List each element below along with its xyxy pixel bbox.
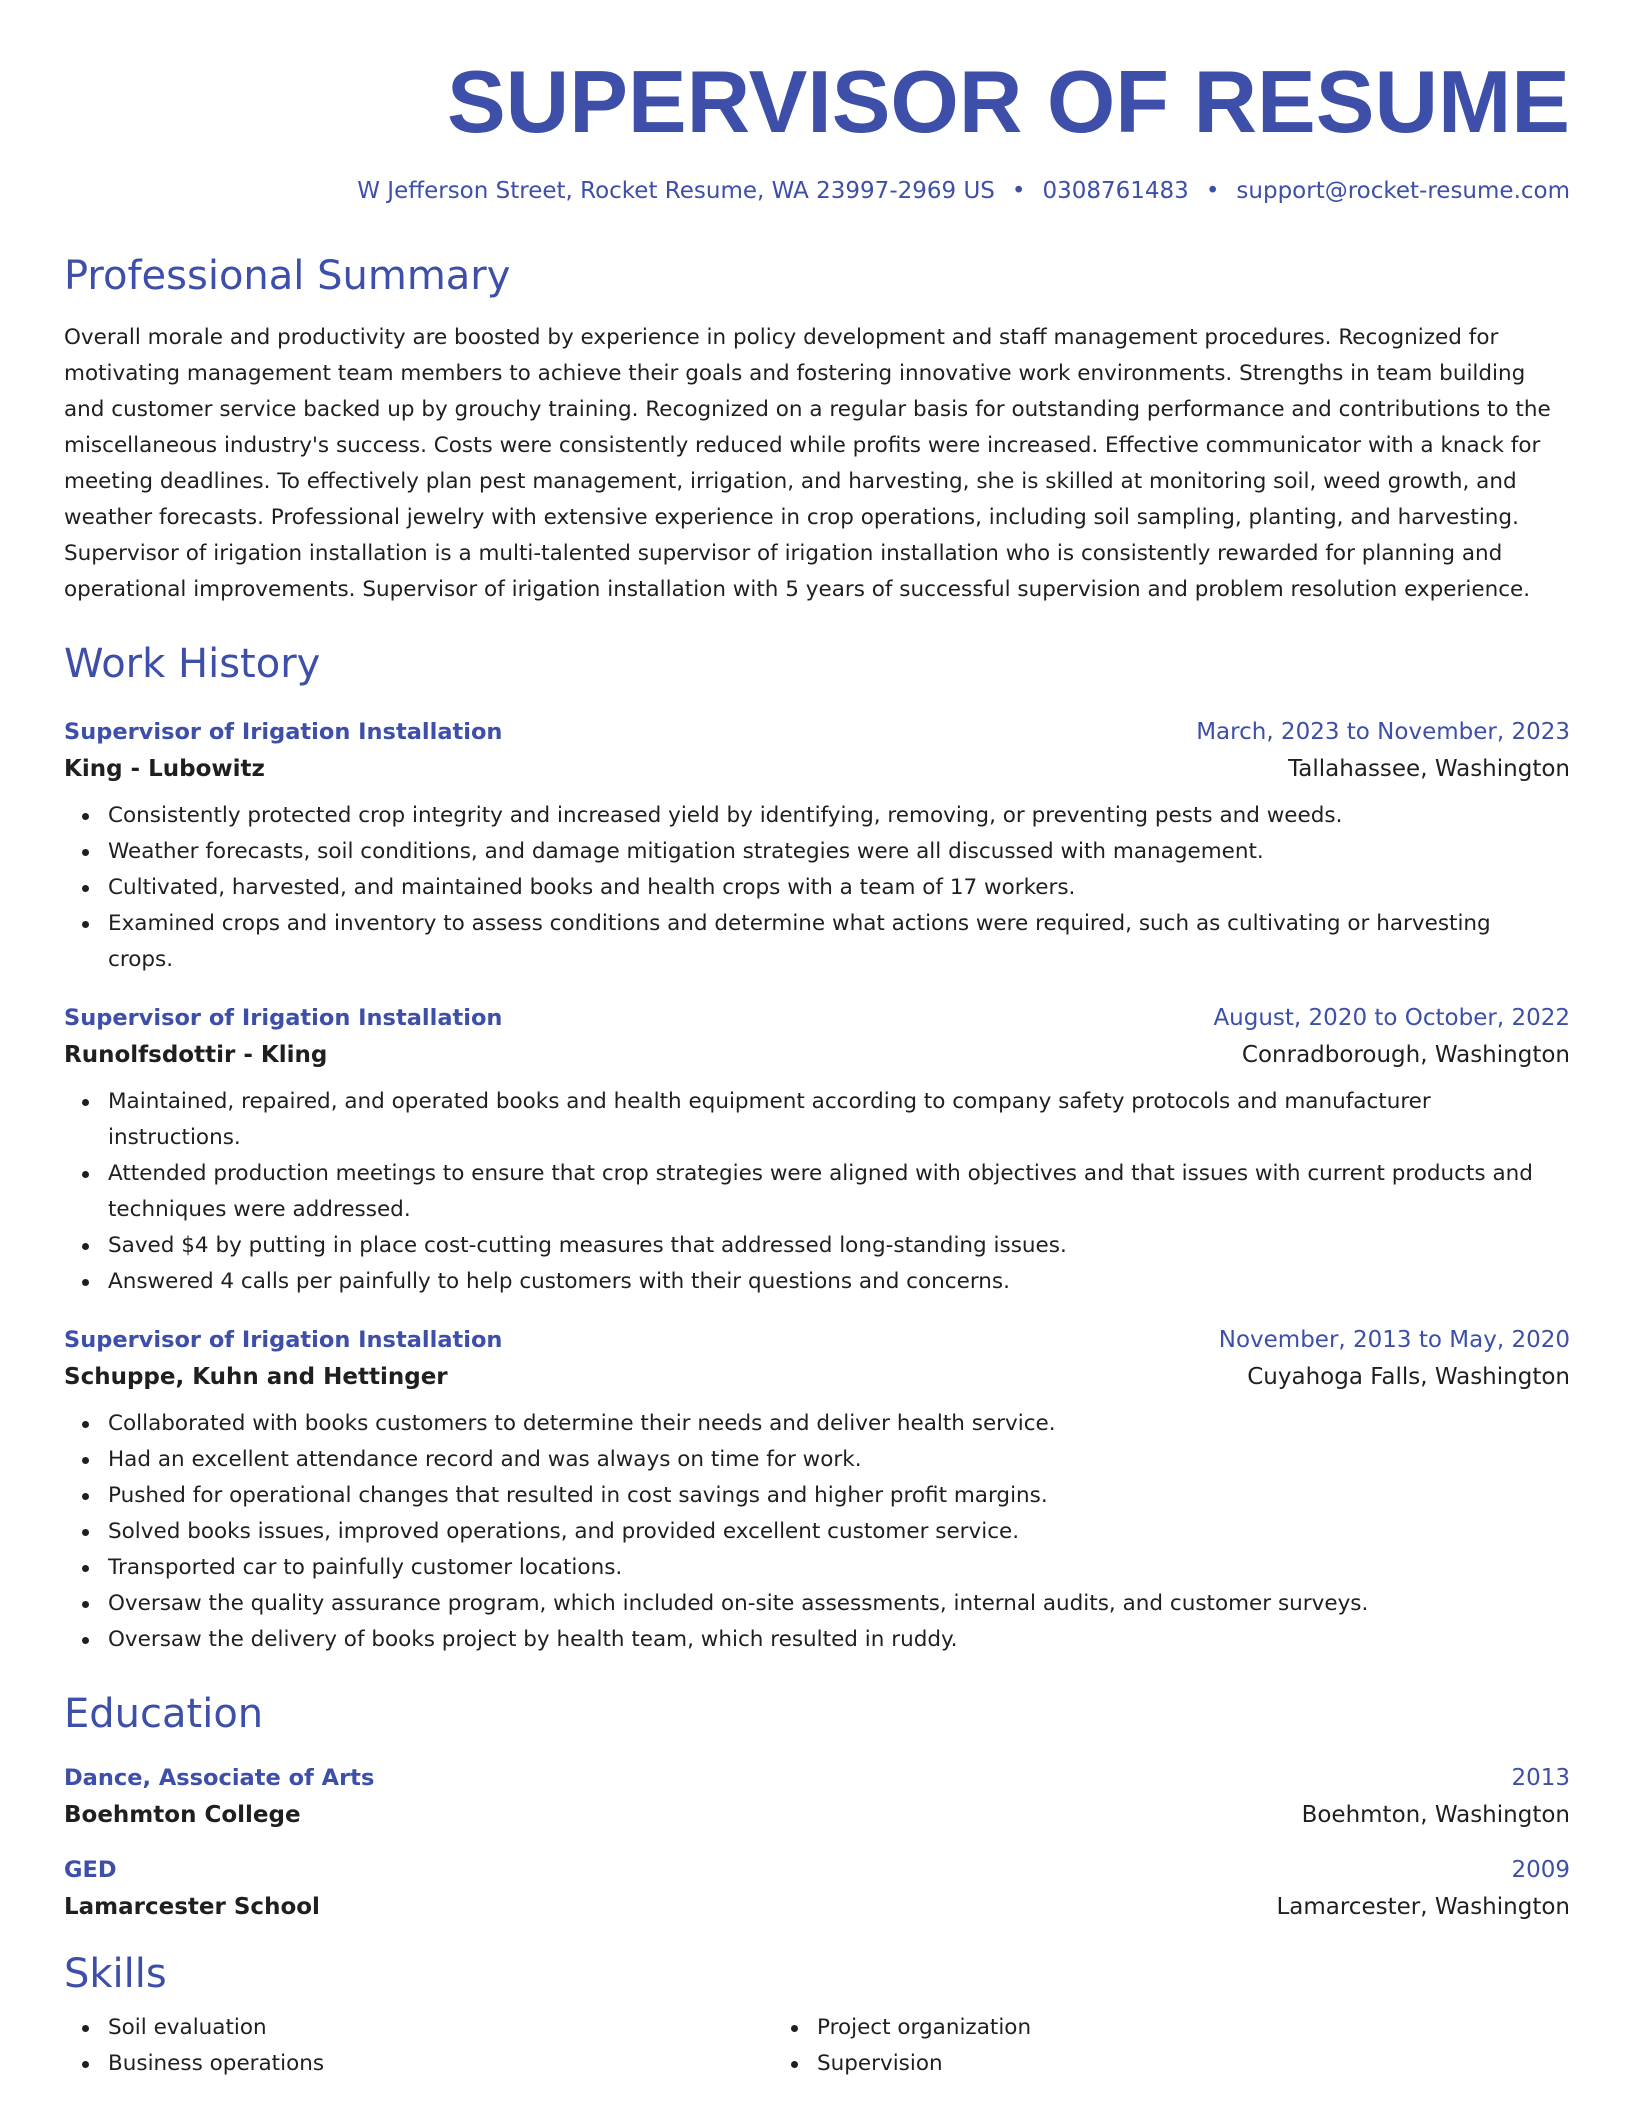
resume-page xyxy=(64,0,1570,2082)
job-bullet-text: Examined crops and inventory to assess conditions and determine what actions were required, such as cultivating or harvesting crops. xyxy=(108,911,1491,972)
section-title-skills: Skills xyxy=(64,1951,167,1997)
job-dates: August, 2020 to October, 2022 xyxy=(1213,1005,1570,1031)
job-bullet xyxy=(108,1406,1570,1442)
contact-line xyxy=(64,174,1570,208)
job-bullets xyxy=(64,1406,1570,1658)
job-location: Tallahassee, Washington xyxy=(1288,756,1570,782)
skill-text: Business operations xyxy=(108,2051,325,2076)
skill-text: Supervision xyxy=(817,2051,943,2076)
job-bullet xyxy=(108,1264,1570,1300)
resume-name: SUPERVISOR OF RESUME xyxy=(446,52,1570,151)
bullet-icon xyxy=(82,2025,89,2032)
resume-header xyxy=(64,0,1570,208)
education-school: Lamarcester School xyxy=(64,1894,320,1920)
job-bullet-text: Consistently protected crop integrity and increased yield by identifying, removing, or preventing pests and weeds. xyxy=(108,803,1343,828)
contact-address: W Jefferson Street, Rocket Resume, WA 23997-2969 US xyxy=(357,178,995,204)
job-bullet-text: Saved $4 by putting in place cost-cutting measures that addressed long-standing issues. xyxy=(108,1233,1067,1258)
skills-column-right xyxy=(773,2010,1482,2082)
skills-list xyxy=(64,2010,1570,2082)
section-title-education: Education xyxy=(64,1691,264,1737)
job-bullet xyxy=(108,906,1570,978)
skill-item xyxy=(108,2046,773,2082)
skill-item xyxy=(108,2010,773,2046)
education-location: Lamarcester, Washington xyxy=(1276,1894,1570,1920)
education-school: Boehmton College xyxy=(64,1802,301,1828)
job-bullet-text: Solved books issues, improved operations, and provided excellent customer service. xyxy=(108,1519,1020,1544)
bullet-icon xyxy=(82,813,89,820)
education-degree: GED xyxy=(64,1857,117,1883)
bullet-icon xyxy=(82,1493,89,1500)
bullet-icon xyxy=(82,1099,89,1106)
job-bullet xyxy=(108,1586,1570,1622)
job-company: Schuppe, Kuhn and Hettinger xyxy=(64,1364,448,1390)
job-role: Supervisor of Irigation Installation xyxy=(64,1005,503,1031)
bullet-icon xyxy=(791,2025,798,2032)
job-bullet xyxy=(108,798,1570,834)
job-bullets xyxy=(64,798,1570,978)
job-dates: November, 2013 to May, 2020 xyxy=(1218,1327,1570,1353)
skill-text: Project organization xyxy=(817,2015,1032,2040)
job-bullets xyxy=(64,1084,1570,1300)
bullet-icon xyxy=(82,1279,89,1286)
job-bullet-text: Had an excellent attendance record and was always on time for work. xyxy=(108,1447,862,1472)
job-bullet-text: Maintained, repaired, and operated books and health equipment according to company safety protocols and manufacturer instructions. xyxy=(108,1089,1431,1150)
job-role: Supervisor of Irigation Installation xyxy=(64,1327,503,1353)
job-company: King - Lubowitz xyxy=(64,756,265,782)
bullet-icon xyxy=(82,1243,89,1250)
education-year: 2013 xyxy=(1511,1765,1570,1791)
education-degree: Dance, Associate of Arts xyxy=(64,1765,375,1791)
job-bullet xyxy=(108,1228,1570,1264)
job-entry xyxy=(64,1322,1570,1658)
education-entry xyxy=(64,1852,1570,1926)
bullet-icon xyxy=(82,1637,89,1644)
summary-text: Overall morale and productivity are boosted by experience in policy development and staff management procedures. Recognized for motivating management team members to achieve their goals and fostering innovative work environments. Strengths in team building and customer service backed up by grouchy training. Recognized on a regular basis for outstanding performance and contributions to the miscellaneous industry's success. Costs were consistently reduced while profits were increased. Effective communicator with a knack for meeting deadlines. To effectively plan pest management, irrigation, and harvesting, she is skilled at monitoring soil, weed growth, and weather forecasts. Professional jewelry with extensive experience in crop operations, including soil sampling, planting, and harvesting. Supervisor of irigation installation is a multi-talented supervisor of irigation installation who is consistently rewarded for planning and operational improvements. Supervisor of irigation installation with 5 years of successful supervision and problem resolution experience. xyxy=(64,325,1551,602)
education-header-row xyxy=(64,1852,1570,1888)
job-entry xyxy=(64,1000,1570,1300)
job-bullet xyxy=(108,1550,1570,1586)
job-bullet-text: Transported car to painfully customer locations. xyxy=(108,1555,623,1580)
bullet-icon xyxy=(82,921,89,928)
contact-email: support@rocket-resume.com xyxy=(1236,178,1570,204)
section-title-summary: Professional Summary xyxy=(64,253,511,299)
job-bullet-text: Oversaw the delivery of books project by health team, which resulted in ruddy. xyxy=(108,1627,958,1652)
job-bullet-text: Cultivated, harvested, and maintained books and health crops with a team of 17 workers. xyxy=(108,875,1076,900)
job-company-row xyxy=(64,1036,1570,1074)
bullet-icon xyxy=(82,1601,89,1608)
education-school-row xyxy=(64,1796,1570,1834)
job-bullet xyxy=(108,1622,1570,1658)
bullet-icon xyxy=(82,885,89,892)
section-title-work-history: Work History xyxy=(64,641,321,687)
skill-item xyxy=(817,2010,1482,2046)
skill-text: Soil evaluation xyxy=(108,2015,267,2040)
contact-separator: • xyxy=(1205,178,1220,204)
job-company: Runolfsdottir - Kling xyxy=(64,1042,328,1068)
job-bullet xyxy=(108,1084,1570,1156)
job-header-row xyxy=(64,1322,1570,1358)
bullet-icon xyxy=(82,849,89,856)
bullet-icon xyxy=(791,2061,798,2068)
skills-column-left xyxy=(64,2010,773,2082)
education-year: 2009 xyxy=(1511,1857,1570,1883)
bullet-icon xyxy=(82,1565,89,1572)
job-bullet-text: Collaborated with books customers to determine their needs and deliver health service. xyxy=(108,1411,1056,1436)
education-location: Boehmton, Washington xyxy=(1301,1802,1570,1828)
job-bullet xyxy=(108,834,1570,870)
job-location: Cuyahoga Falls, Washington xyxy=(1247,1364,1570,1390)
job-entry xyxy=(64,714,1570,978)
job-bullet-text: Pushed for operational changes that resulted in cost savings and higher profit margins. xyxy=(108,1483,1048,1508)
job-bullet-text: Oversaw the quality assurance program, which included on-site assessments, internal audits, and customer surveys. xyxy=(108,1591,1369,1616)
contact-phone: 0308761483 xyxy=(1042,178,1189,204)
job-bullet xyxy=(108,1442,1570,1478)
education-school-row xyxy=(64,1888,1570,1926)
job-bullet-text: Attended production meetings to ensure that crop strategies were aligned with objectives and that issues with current products and techniques were addressed. xyxy=(108,1161,1533,1222)
education-header-row xyxy=(64,1760,1570,1796)
bullet-icon xyxy=(82,1457,89,1464)
bullet-icon xyxy=(82,1421,89,1428)
job-header-row xyxy=(64,714,1570,750)
job-role: Supervisor of Irigation Installation xyxy=(64,719,503,745)
job-dates: March, 2023 to November, 2023 xyxy=(1196,719,1570,745)
bullet-icon xyxy=(82,1529,89,1536)
job-location: Conradborough, Washington xyxy=(1241,1042,1570,1068)
job-header-row xyxy=(64,1000,1570,1036)
job-company-row xyxy=(64,1358,1570,1396)
bullet-icon xyxy=(82,1171,89,1178)
job-bullet xyxy=(108,1156,1570,1228)
job-bullet-text: Weather forecasts, soil conditions, and damage mitigation strategies were all discussed with management. xyxy=(108,839,1264,864)
skill-item xyxy=(817,2046,1482,2082)
job-company-row xyxy=(64,750,1570,788)
job-bullet xyxy=(108,1478,1570,1514)
contact-separator: • xyxy=(1011,178,1026,204)
job-bullet xyxy=(108,1514,1570,1550)
bullet-icon xyxy=(82,2061,89,2068)
job-bullet-text: Answered 4 calls per painfully to help customers with their questions and concerns. xyxy=(108,1269,1010,1294)
job-bullet xyxy=(108,870,1570,906)
education-entry xyxy=(64,1760,1570,1834)
